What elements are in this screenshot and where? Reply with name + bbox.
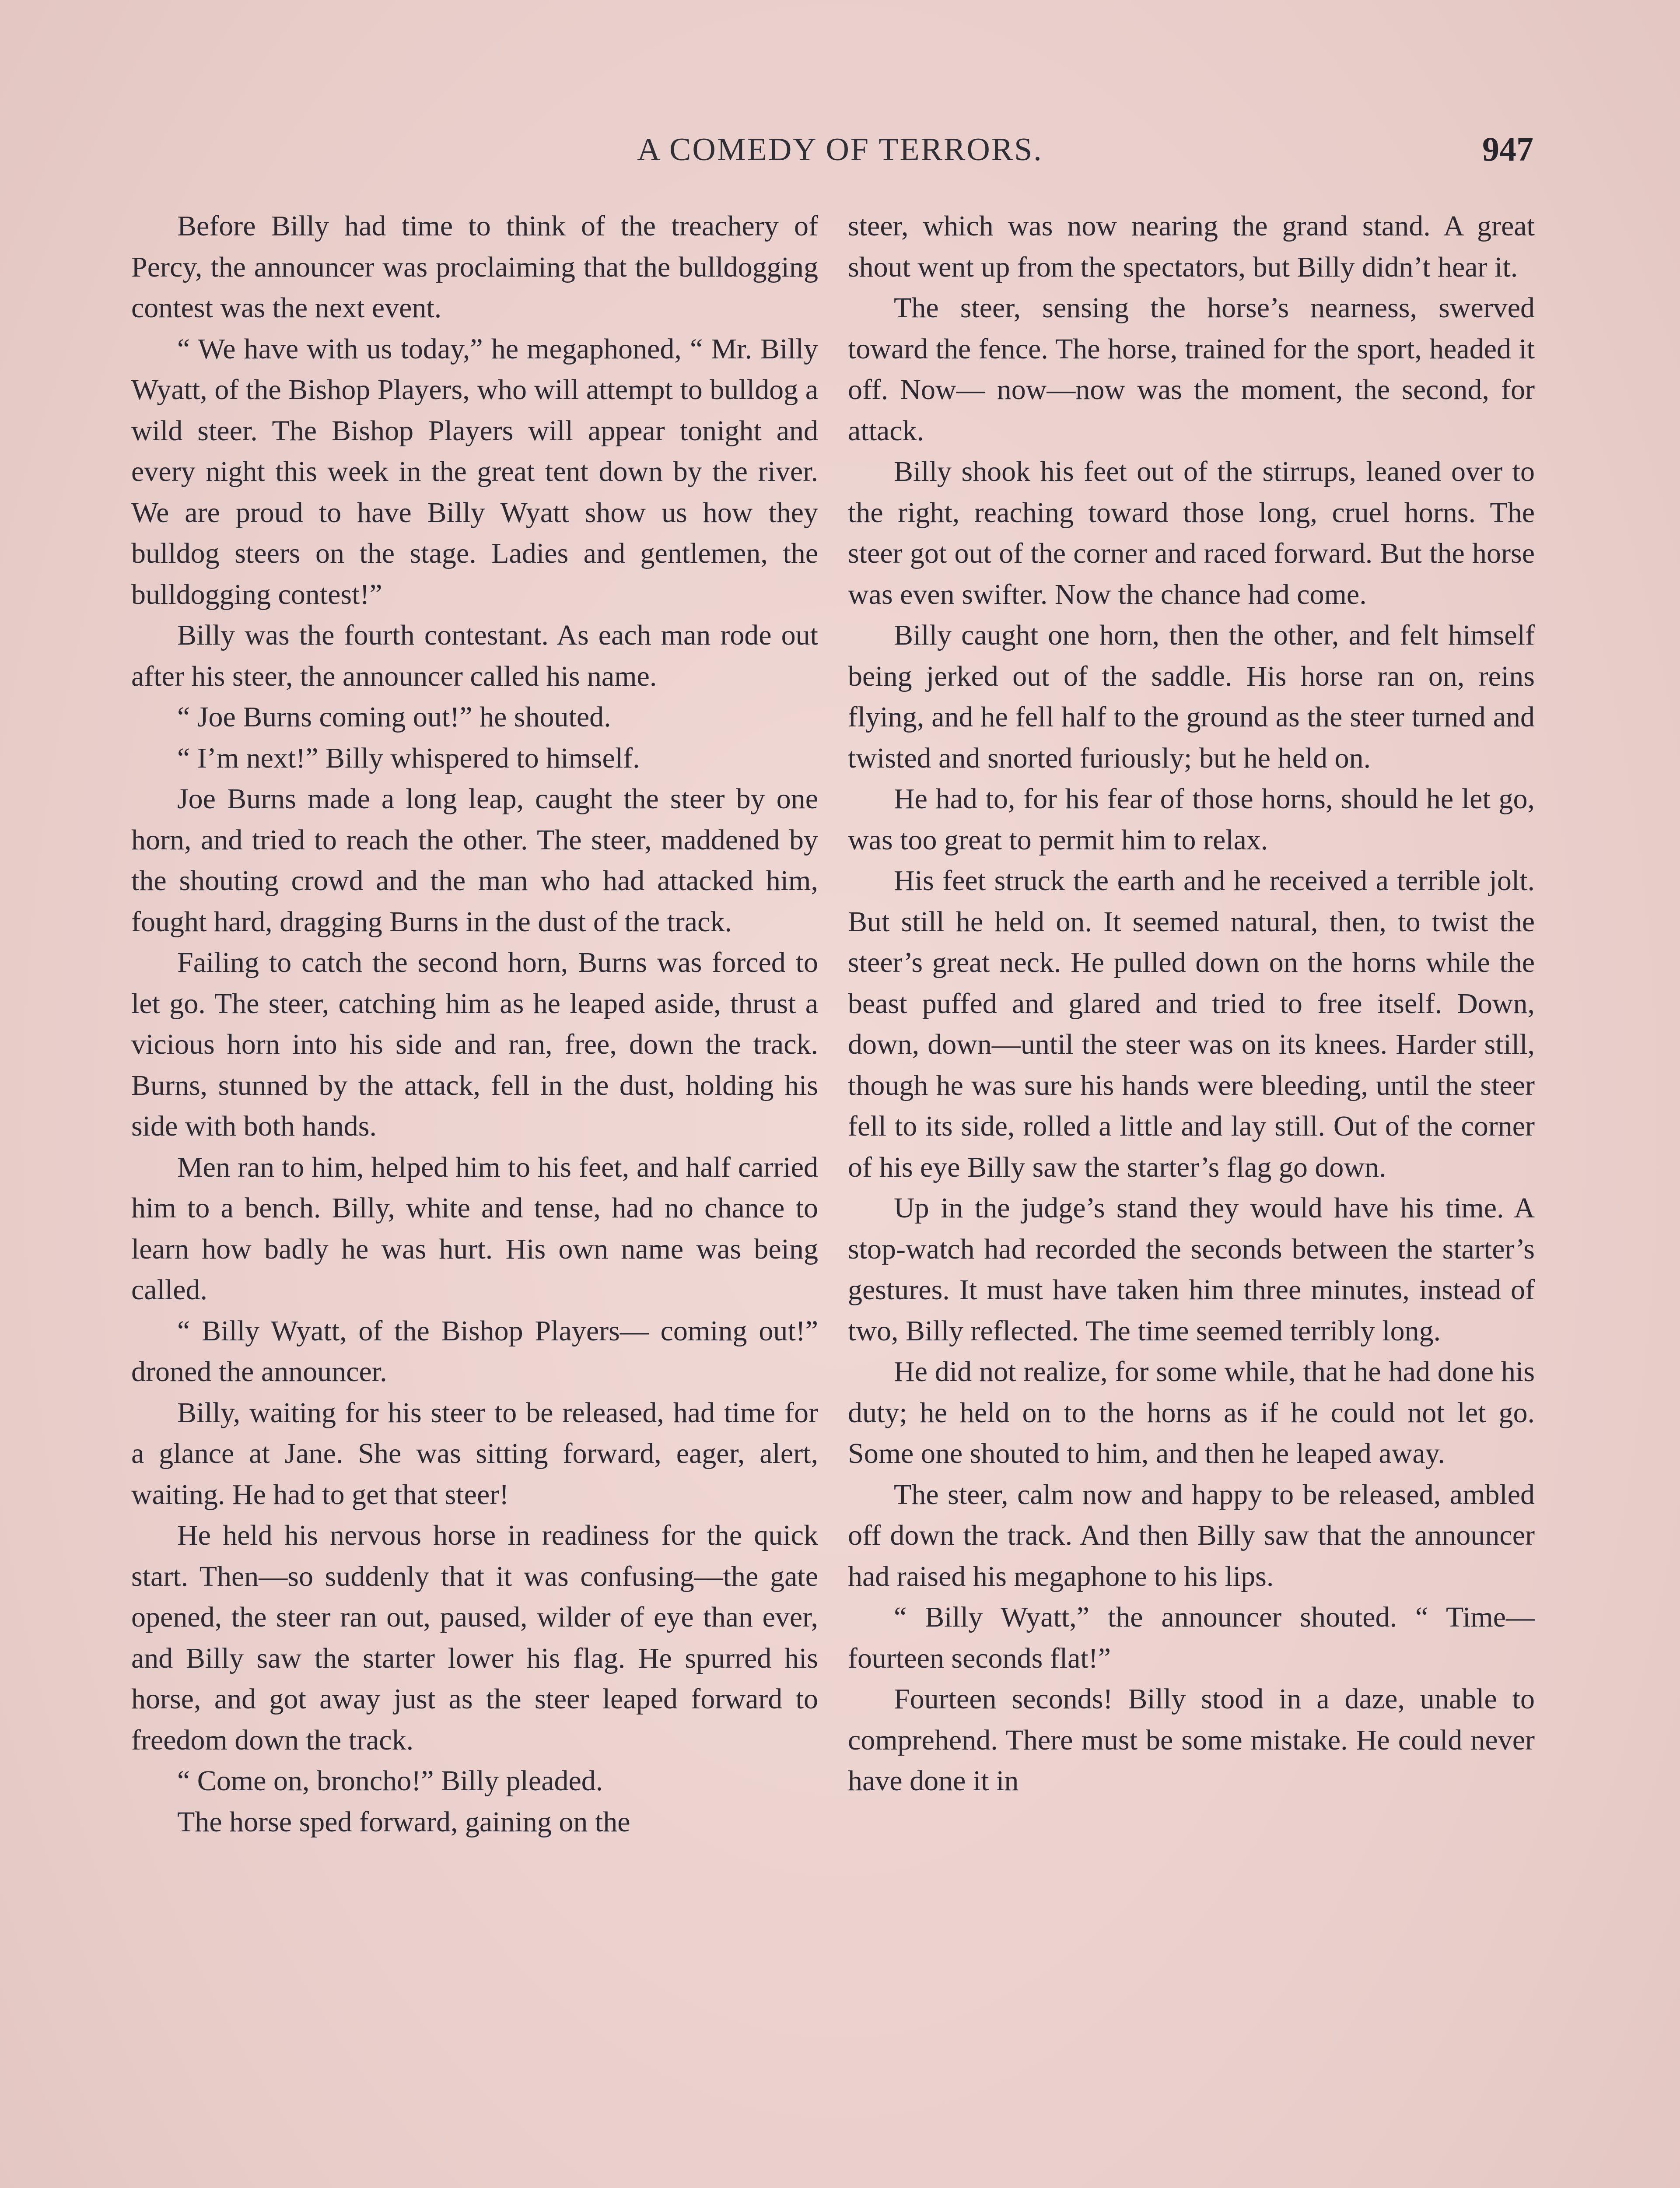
right-column bbox=[848, 206, 1535, 1802]
paragraph: The steer, sensing the horse’s nearness, swerved toward the fence. The horse, trained for the sport, headed it off. Now— now—now was the moment, the second, for attack. bbox=[848, 292, 1535, 447]
paragraph: Fourteen seconds! Billy stood in a daze, unable to comprehend. There must be some mistake. He could never have done it in bbox=[848, 1683, 1535, 1797]
paragraph: “ Billy Wyatt, of the Bishop Players— coming out!” droned the announcer. bbox=[131, 1315, 818, 1388]
paragraph: Before Billy had time to think of the treachery of Percy, the announcer was proclaiming that the bulldogging contest was the next event. bbox=[131, 210, 818, 324]
paragraph: Billy, waiting for his steer to be released, had time for a glance at Jane. She was sitting forward, eager, alert, waiting. He had to get that steer! bbox=[131, 1396, 818, 1511]
paragraph: Billy was the fourth contestant. As each man rode out after his steer, the announcer called his name. bbox=[131, 619, 818, 692]
paragraph: The steer, calm now and happy to be released, ambled off down the track. And then Billy saw that the announcer had raised his megaphone to his lips. bbox=[848, 1478, 1535, 1592]
page-number: 947 bbox=[1482, 130, 1533, 168]
paragraph: His feet struck the earth and he received a terrible jolt. But still he held on. It seemed natural, then, to twist the steer’s great neck. He pulled down on the horns while the beast puffed and glared and tried to free itself. Down, down, down—until the steer was on its knees. Harder still, though he was sure his hands were bleeding, until the steer fell to its side, rolled a little and lay still. Out of the corner of his eye Billy saw the starter’s flag go down. bbox=[848, 865, 1535, 1183]
paragraph: Men ran to him, helped him to his feet, and half carried him to a bench. Billy, white and tense, had no chance to learn how badly he was hurt. His own name was being called. bbox=[131, 1151, 818, 1306]
paragraph: “ Joe Burns coming out!” he shouted. bbox=[177, 701, 611, 733]
continued-paragraph: steer, which was now nearing the grand stand. A great shout went up from the spectators, but Billy didn’t hear it. bbox=[848, 210, 1535, 283]
paragraph: “ I’m next!” Billy whispered to himself. bbox=[177, 742, 640, 774]
paragraph: “ Billy Wyatt,” the announcer shouted. “ Time—fourteen seconds flat!” bbox=[848, 1601, 1535, 1674]
paragraph: He had to, for his fear of those horns, should he let go, was too great to permit him to relax. bbox=[848, 783, 1535, 856]
paragraph: He did not realize, for some while, that he had done his duty; he held on to the horns as if he could not let go. Some one shouted to him, and then he leaped away. bbox=[848, 1356, 1535, 1469]
running-title: A COMEDY OF TERRORS. bbox=[637, 132, 1043, 168]
paragraph: Billy caught one horn, then the other, and felt himself being jerked out of the saddle. His horse ran on, reins flying, and he fell half to the ground as the steer turned and twisted and snorted furiously; but he held on. bbox=[848, 619, 1535, 774]
paragraph: Up in the judge’s stand they would have his time. A stop-watch had recorded the seconds between the starter’s gestures. It must have taken him three minutes, instead of two, Billy reflected. The time seemed terribly long. bbox=[848, 1192, 1535, 1347]
left-column bbox=[131, 206, 818, 1842]
paragraph: “ Come on, broncho!” Billy pleaded. bbox=[177, 1765, 603, 1797]
paragraph: Joe Burns made a long leap, caught the steer by one horn, and tried to reach the other. The steer, maddened by the shouting crowd and the man who had attacked him, fought hard, dragging Burns in the dust of the track. bbox=[131, 783, 818, 938]
paragraph: Failing to catch the second horn, Burns was forced to let go. The steer, catching him as he leaped aside, thrust a vicious horn into his side and ran, free, down the track. Burns, stunned by the attack, fell in the dust, holding his side with both hands. bbox=[131, 947, 818, 1142]
paragraph: The horse sped forward, gaining on the bbox=[177, 1806, 630, 1838]
paragraph: “ We have with us today,” he megaphoned, “ Mr. Billy Wyatt, of the Bishop Players, who will attempt to bulldog a wild steer. The Bishop Players will appear tonight and every night this week in the great tent down by the river. We are proud to have Billy Wyatt show us how they bulldog steers on the stage. Ladies and gentlemen, the bulldogging contest!” bbox=[131, 333, 818, 610]
paragraph: He held his nervous horse in readiness for the quick start. Then—so suddenly that it was confusing—the gate opened, the steer ran out, paused, wilder of eye than ever, and Billy saw the starter lower his flag. He spurred his horse, and got away just as the steer leaped forward to freedom down the track. bbox=[131, 1519, 818, 1756]
paragraph: Billy shook his feet out of the stirrups, leaned over to the right, reaching toward those long, cruel horns. The steer got out of the corner and raced forward. But the horse was even swifter. Now the chance had come. bbox=[848, 456, 1535, 610]
